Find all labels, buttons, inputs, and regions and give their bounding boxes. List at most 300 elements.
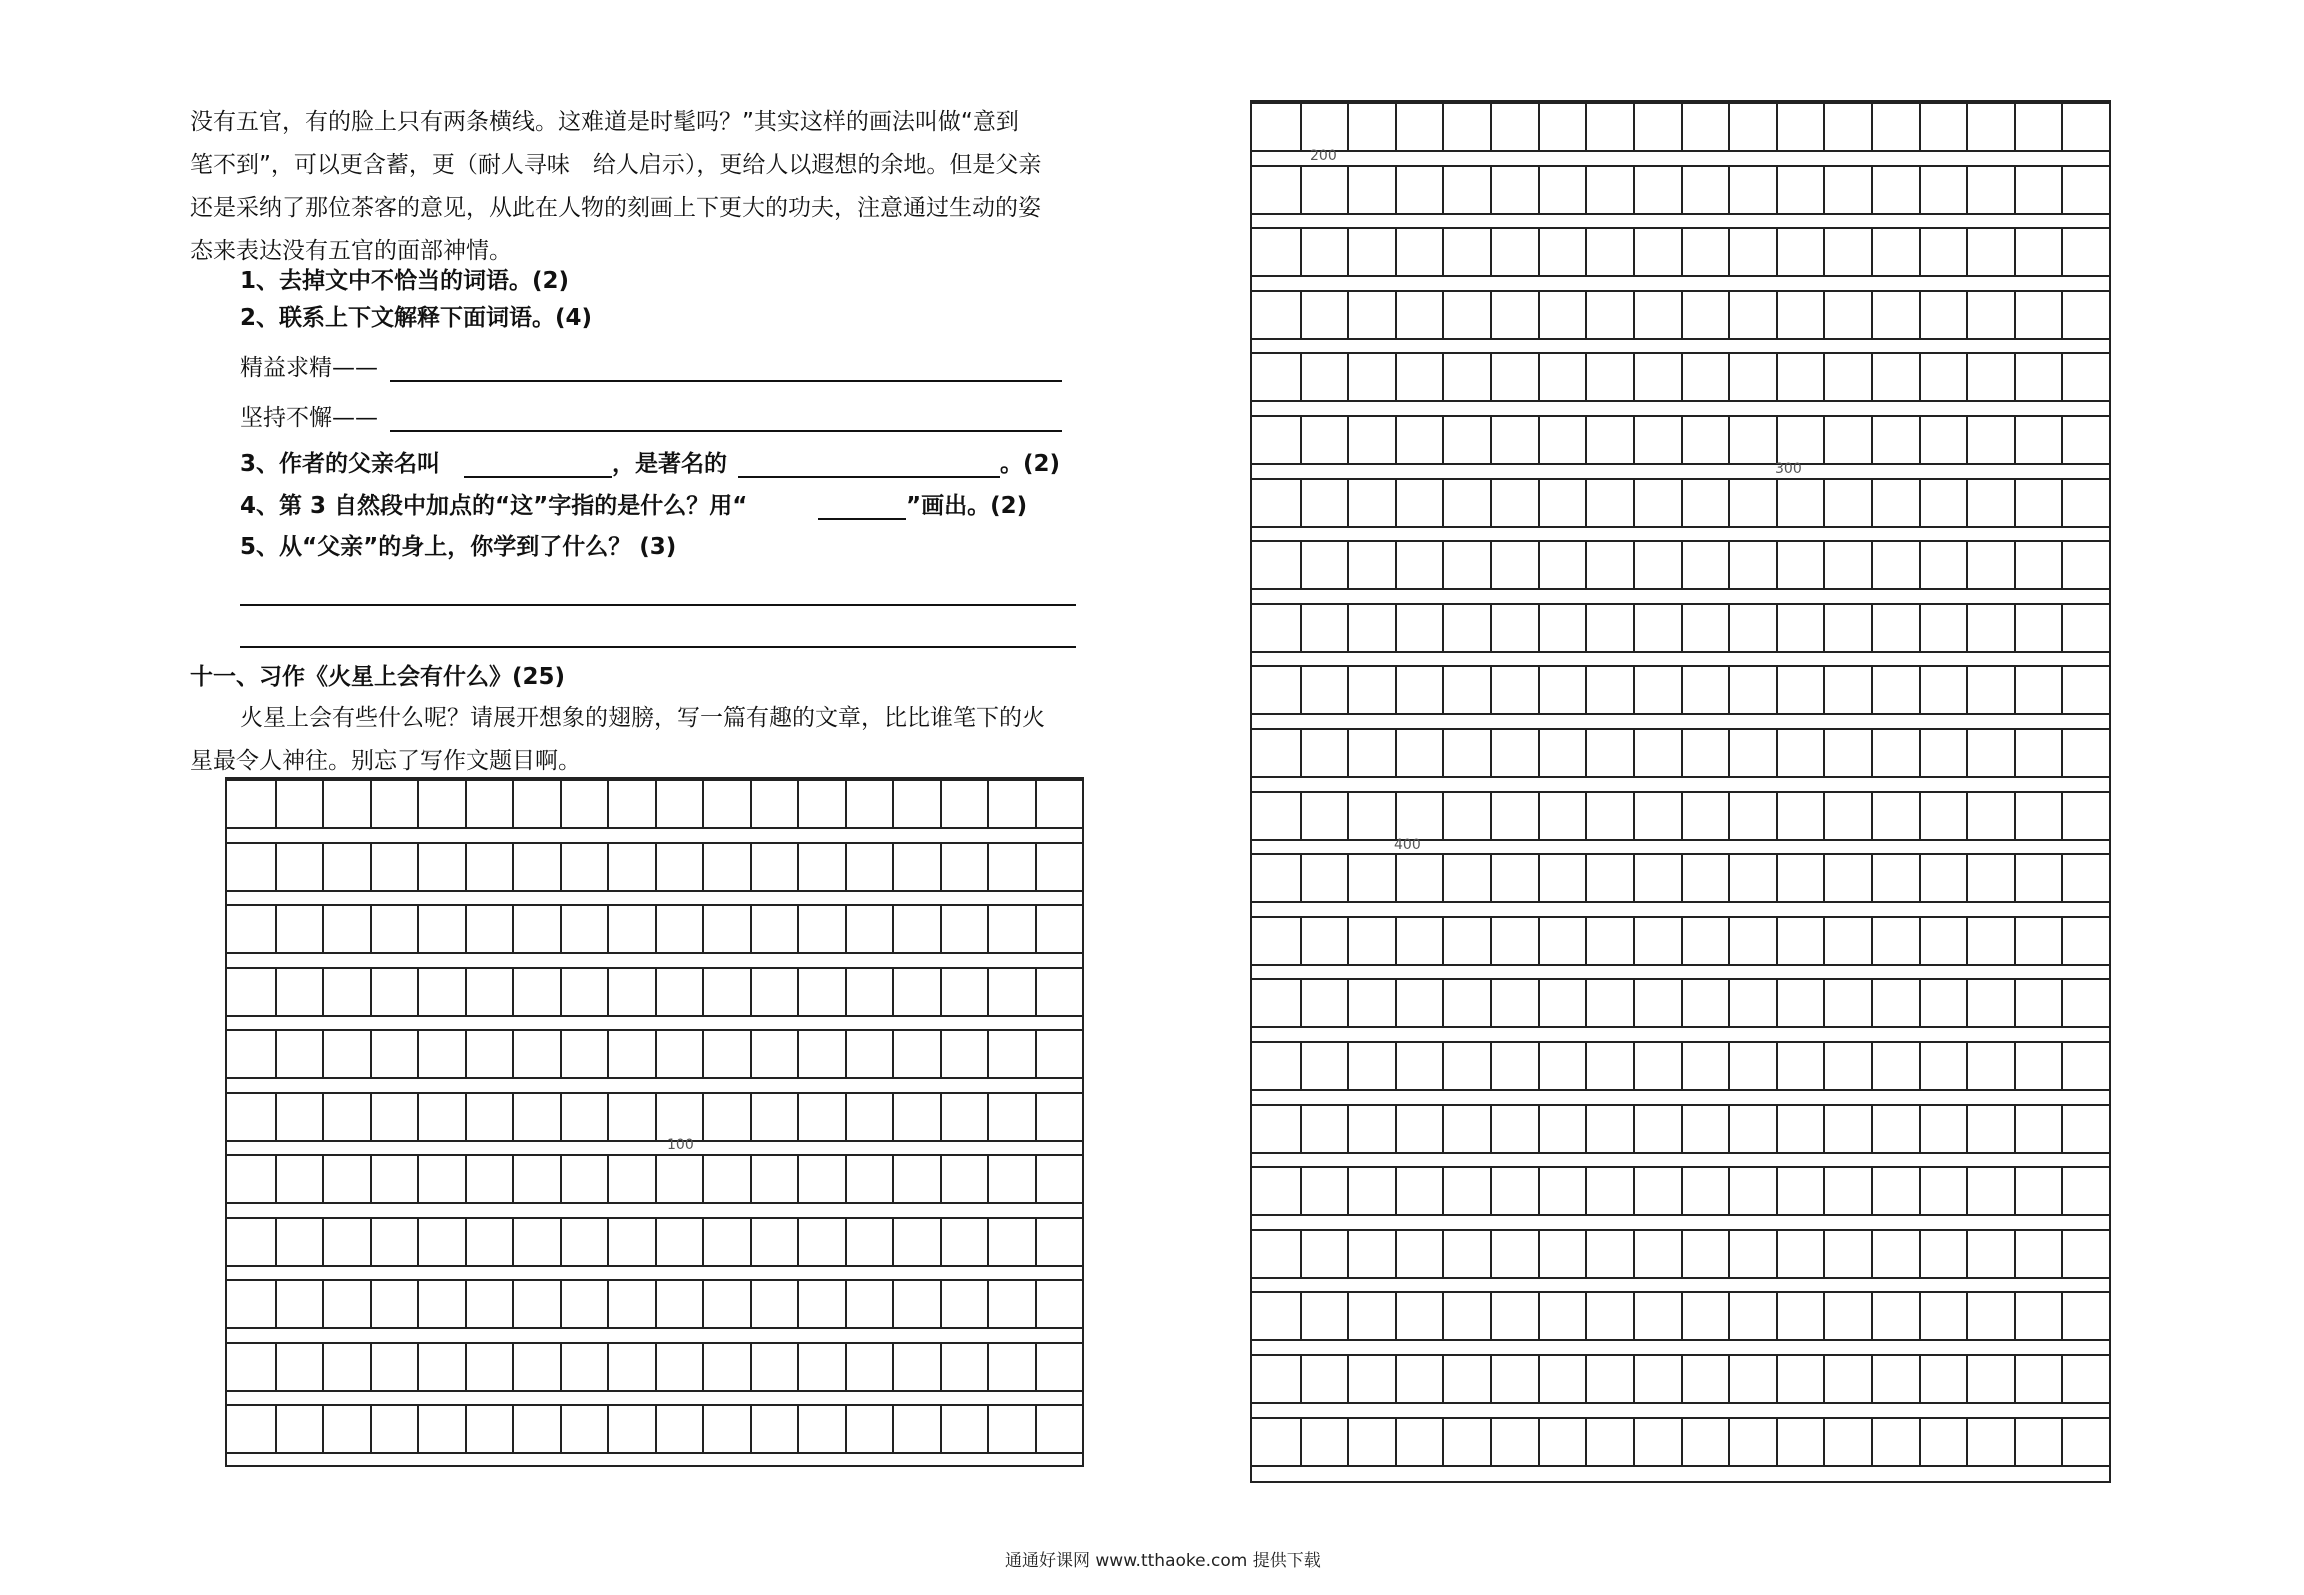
grid-cell[interactable]	[1538, 853, 1540, 903]
grid-cell[interactable]	[1776, 352, 1778, 402]
grid-cell[interactable]	[1633, 1166, 1635, 1216]
grid-cell[interactable]	[1871, 728, 1873, 778]
grid-cell[interactable]	[512, 1404, 514, 1454]
grid-cell[interactable]	[1633, 1229, 1635, 1279]
grid-cell[interactable]	[1681, 415, 1683, 465]
grid-cell[interactable]	[750, 1217, 752, 1267]
grid-cell[interactable]	[2014, 916, 2016, 966]
grid-cell[interactable]	[2014, 1104, 2016, 1154]
grid-cell[interactable]	[797, 842, 799, 892]
grid-cell[interactable]	[1633, 478, 1635, 528]
grid-cell[interactable]	[1300, 1166, 1302, 1216]
grid-cell[interactable]	[1919, 478, 1921, 528]
grid-cell[interactable]	[560, 1404, 562, 1454]
grid-cell[interactable]	[275, 904, 277, 954]
grid-cell[interactable]	[275, 1404, 277, 1454]
grid-cell[interactable]	[845, 779, 847, 829]
grid-cell[interactable]	[1395, 540, 1397, 590]
grid-cell[interactable]	[1823, 1104, 1825, 1154]
grid-cell[interactable]	[322, 1029, 324, 1079]
grid-cell[interactable]	[1490, 665, 1492, 715]
grid-cell[interactable]	[417, 1342, 419, 1392]
grid-cell[interactable]	[1728, 165, 1730, 215]
grid-cell[interactable]	[1633, 290, 1635, 340]
grid-cell[interactable]	[417, 1279, 419, 1329]
grid-cell[interactable]	[1395, 415, 1397, 465]
grid-cell[interactable]	[322, 1342, 324, 1392]
grid-cell[interactable]	[1823, 415, 1825, 465]
grid-cell[interactable]	[1538, 728, 1540, 778]
grid-cell[interactable]	[1347, 540, 1349, 590]
grid-cell[interactable]	[1538, 352, 1540, 402]
grid-cell[interactable]	[1585, 916, 1587, 966]
grid-cell[interactable]	[1538, 478, 1540, 528]
grid-cell[interactable]	[1442, 1291, 1444, 1341]
grid-cell[interactable]	[1823, 1229, 1825, 1279]
grid-cell[interactable]	[987, 1092, 989, 1142]
grid-cell[interactable]	[1728, 603, 1730, 653]
grid-cell[interactable]	[702, 1029, 704, 1079]
grid-cell[interactable]	[1871, 916, 1873, 966]
grid-cell[interactable]	[750, 1404, 752, 1454]
grid-cell[interactable]	[1347, 1104, 1349, 1154]
grid-cell[interactable]	[1300, 540, 1302, 590]
grid-cell[interactable]	[1395, 102, 1397, 152]
grid-cell[interactable]	[1035, 1279, 1037, 1329]
grid-cell[interactable]	[655, 1092, 657, 1142]
grid-cell[interactable]	[1300, 1041, 1302, 1091]
grid-cell[interactable]	[1035, 779, 1037, 829]
grid-cell[interactable]	[940, 779, 942, 829]
grid-cell[interactable]	[1681, 1104, 1683, 1154]
grid-cell[interactable]	[607, 1342, 609, 1392]
grid-cell[interactable]	[1681, 1041, 1683, 1091]
grid-cell[interactable]	[1966, 978, 1968, 1028]
grid-cell[interactable]	[1300, 290, 1302, 340]
grid-cell[interactable]	[1681, 853, 1683, 903]
grid-cell[interactable]	[2061, 478, 2063, 528]
grid-cell[interactable]	[1966, 791, 1968, 841]
grid-cell[interactable]	[1442, 478, 1444, 528]
grid-cell[interactable]	[1966, 1354, 1968, 1404]
grid-cell[interactable]	[1395, 916, 1397, 966]
grid-cell[interactable]	[1035, 904, 1037, 954]
grid-cell[interactable]	[1585, 791, 1587, 841]
grid-cell[interactable]	[607, 779, 609, 829]
grid-cell[interactable]	[892, 1279, 894, 1329]
grid-cell[interactable]	[1823, 1354, 1825, 1404]
grid-cell[interactable]	[1538, 665, 1540, 715]
grid-cell[interactable]	[1823, 1041, 1825, 1091]
grid-cell[interactable]	[1442, 227, 1444, 277]
grid-cell[interactable]	[845, 1404, 847, 1454]
grid-cell[interactable]	[1776, 227, 1778, 277]
grid-cell[interactable]	[1871, 227, 1873, 277]
grid-cell[interactable]	[750, 1154, 752, 1204]
grid-cell[interactable]	[1633, 227, 1635, 277]
grid-cell[interactable]	[1633, 165, 1635, 215]
grid-cell[interactable]	[2061, 978, 2063, 1028]
grid-cell[interactable]	[1919, 540, 1921, 590]
grid-cell[interactable]	[1585, 1417, 1587, 1467]
grid-cell[interactable]	[1442, 1104, 1444, 1154]
grid-cell[interactable]	[1633, 978, 1635, 1028]
grid-cell[interactable]	[750, 1092, 752, 1142]
grid-cell[interactable]	[1490, 728, 1492, 778]
grid-cell[interactable]	[1300, 853, 1302, 903]
grid-cell[interactable]	[1442, 1041, 1444, 1091]
grid-cell[interactable]	[750, 1342, 752, 1392]
grid-cell[interactable]	[1681, 102, 1683, 152]
grid-cell[interactable]	[322, 1092, 324, 1142]
grid-cell[interactable]	[1442, 102, 1444, 152]
grid-cell[interactable]	[655, 967, 657, 1017]
grid-cell[interactable]	[417, 779, 419, 829]
grid-cell[interactable]	[1919, 1104, 1921, 1154]
grid-cell[interactable]	[1395, 227, 1397, 277]
grid-cell[interactable]	[1347, 227, 1349, 277]
grid-cell[interactable]	[1919, 1229, 1921, 1279]
grid-cell[interactable]	[1490, 102, 1492, 152]
grid-cell[interactable]	[465, 967, 467, 1017]
grid-cell[interactable]	[940, 1217, 942, 1267]
grid-cell[interactable]	[1871, 1041, 1873, 1091]
grid-cell[interactable]	[1681, 540, 1683, 590]
grid-cell[interactable]	[1395, 728, 1397, 778]
grid-cell[interactable]	[2061, 853, 2063, 903]
grid-cell[interactable]	[1538, 290, 1540, 340]
grid-cell[interactable]	[1919, 1166, 1921, 1216]
grid-cell[interactable]	[1395, 165, 1397, 215]
grid-cell[interactable]	[1919, 916, 1921, 966]
grid-cell[interactable]	[322, 967, 324, 1017]
grid-cell[interactable]	[465, 904, 467, 954]
grid-cell[interactable]	[1395, 603, 1397, 653]
answer-line-famous-as[interactable]	[738, 476, 1000, 478]
grid-cell[interactable]	[845, 967, 847, 1017]
grid-cell[interactable]	[1490, 853, 1492, 903]
grid-cell[interactable]	[370, 1217, 372, 1267]
grid-cell[interactable]	[845, 1092, 847, 1142]
grid-cell[interactable]	[1776, 478, 1778, 528]
grid-cell[interactable]	[940, 1154, 942, 1204]
grid-cell[interactable]	[1681, 478, 1683, 528]
grid-cell[interactable]	[1035, 1092, 1037, 1142]
grid-cell[interactable]	[702, 842, 704, 892]
grid-cell[interactable]	[1966, 102, 1968, 152]
grid-cell[interactable]	[892, 1154, 894, 1204]
grid-cell[interactable]	[607, 1279, 609, 1329]
grid-cell[interactable]	[2014, 290, 2016, 340]
grid-cell[interactable]	[1347, 352, 1349, 402]
grid-cell[interactable]	[2014, 1229, 2016, 1279]
grid-cell[interactable]	[892, 1217, 894, 1267]
grid-cell[interactable]	[987, 1404, 989, 1454]
grid-cell[interactable]	[1919, 102, 1921, 152]
grid-cell[interactable]	[560, 1092, 562, 1142]
grid-cell[interactable]	[1966, 665, 1968, 715]
grid-cell[interactable]	[1728, 916, 1730, 966]
grid-cell[interactable]	[1681, 791, 1683, 841]
grid-cell[interactable]	[940, 1279, 942, 1329]
grid-cell[interactable]	[1538, 1417, 1540, 1467]
grid-cell[interactable]	[417, 1154, 419, 1204]
grid-cell[interactable]	[1395, 978, 1397, 1028]
grid-cell[interactable]	[987, 967, 989, 1017]
grid-cell[interactable]	[1966, 290, 1968, 340]
grid-cell[interactable]	[275, 842, 277, 892]
grid-cell[interactable]	[1823, 102, 1825, 152]
grid-cell[interactable]	[1490, 978, 1492, 1028]
grid-cell[interactable]	[750, 842, 752, 892]
grid-cell[interactable]	[2061, 415, 2063, 465]
grid-cell[interactable]	[2061, 791, 2063, 841]
grid-cell[interactable]	[1728, 1354, 1730, 1404]
grid-cell[interactable]	[322, 1154, 324, 1204]
grid-cell[interactable]	[1823, 540, 1825, 590]
grid-cell[interactable]	[1919, 1417, 1921, 1467]
grid-cell[interactable]	[987, 842, 989, 892]
grid-cell[interactable]	[1633, 916, 1635, 966]
grid-cell[interactable]	[1347, 1291, 1349, 1341]
answer-line-father-name[interactable]	[464, 476, 612, 478]
grid-cell[interactable]	[1300, 1354, 1302, 1404]
grid-cell[interactable]	[1585, 540, 1587, 590]
grid-cell[interactable]	[1966, 165, 1968, 215]
grid-cell[interactable]	[1919, 165, 1921, 215]
grid-cell[interactable]	[892, 1092, 894, 1142]
grid-cell[interactable]	[1347, 102, 1349, 152]
grid-cell[interactable]	[465, 1404, 467, 1454]
grid-cell[interactable]	[1585, 665, 1587, 715]
grid-cell[interactable]	[1871, 1417, 1873, 1467]
grid-cell[interactable]	[1919, 1041, 1921, 1091]
grid-cell[interactable]	[1395, 665, 1397, 715]
grid-cell[interactable]	[1347, 1354, 1349, 1404]
grid-cell[interactable]	[1966, 352, 1968, 402]
grid-cell[interactable]	[1681, 1354, 1683, 1404]
grid-cell[interactable]	[702, 904, 704, 954]
grid-cell[interactable]	[1728, 791, 1730, 841]
grid-cell[interactable]	[1728, 1291, 1730, 1341]
grid-cell[interactable]	[1871, 1104, 1873, 1154]
grid-cell[interactable]	[1490, 1291, 1492, 1341]
grid-cell[interactable]	[1823, 1417, 1825, 1467]
grid-cell[interactable]	[1538, 1291, 1540, 1341]
grid-cell[interactable]	[845, 1279, 847, 1329]
grid-cell[interactable]	[512, 1092, 514, 1142]
grid-cell[interactable]	[1300, 1417, 1302, 1467]
grid-cell[interactable]	[1538, 978, 1540, 1028]
grid-cell[interactable]	[1633, 540, 1635, 590]
grid-cell[interactable]	[1776, 415, 1778, 465]
grid-cell[interactable]	[1585, 227, 1587, 277]
composition-grid-left[interactable]	[225, 777, 1084, 1467]
grid-cell[interactable]	[1776, 791, 1778, 841]
grid-cell[interactable]	[940, 904, 942, 954]
grid-cell[interactable]	[275, 967, 277, 1017]
grid-cell[interactable]	[845, 1342, 847, 1392]
grid-cell[interactable]	[1300, 165, 1302, 215]
grid-cell[interactable]	[1728, 665, 1730, 715]
grid-cell[interactable]	[1823, 603, 1825, 653]
grid-cell[interactable]	[1347, 1229, 1349, 1279]
grid-cell[interactable]	[2061, 540, 2063, 590]
grid-cell[interactable]	[2014, 978, 2016, 1028]
grid-cell[interactable]	[370, 842, 372, 892]
grid-cell[interactable]	[987, 1154, 989, 1204]
grid-cell[interactable]	[1633, 853, 1635, 903]
grid-cell[interactable]	[1442, 165, 1444, 215]
grid-cell[interactable]	[797, 1404, 799, 1454]
grid-cell[interactable]	[1823, 853, 1825, 903]
grid-cell[interactable]	[417, 1217, 419, 1267]
grid-cell[interactable]	[1776, 728, 1778, 778]
grid-cell[interactable]	[1300, 227, 1302, 277]
grid-cell[interactable]	[1300, 415, 1302, 465]
grid-cell[interactable]	[1823, 1166, 1825, 1216]
grid-cell[interactable]	[512, 1279, 514, 1329]
grid-cell[interactable]	[940, 967, 942, 1017]
grid-cell[interactable]	[1823, 352, 1825, 402]
grid-cell[interactable]	[1490, 1417, 1492, 1467]
grid-cell[interactable]	[1728, 415, 1730, 465]
grid-cell[interactable]	[607, 1092, 609, 1142]
grid-cell[interactable]	[1823, 728, 1825, 778]
grid-cell[interactable]	[1633, 1041, 1635, 1091]
grid-cell[interactable]	[987, 1029, 989, 1079]
grid-cell[interactable]	[512, 1154, 514, 1204]
grid-cell[interactable]	[370, 1404, 372, 1454]
grid-cell[interactable]	[1871, 290, 1873, 340]
grid-cell[interactable]	[2014, 728, 2016, 778]
grid-cell[interactable]	[655, 842, 657, 892]
grid-cell[interactable]	[370, 1029, 372, 1079]
grid-cell[interactable]	[1919, 352, 1921, 402]
grid-cell[interactable]	[2061, 1104, 2063, 1154]
grid-cell[interactable]	[1442, 1417, 1444, 1467]
grid-cell[interactable]	[1681, 1417, 1683, 1467]
grid-cell[interactable]	[2061, 1417, 2063, 1467]
grid-cell[interactable]	[1538, 1229, 1540, 1279]
grid-cell[interactable]	[1919, 665, 1921, 715]
grid-cell[interactable]	[1585, 728, 1587, 778]
grid-cell[interactable]	[1966, 916, 1968, 966]
grid-cell[interactable]	[2061, 665, 2063, 715]
grid-cell[interactable]	[1538, 540, 1540, 590]
grid-cell[interactable]	[1395, 1354, 1397, 1404]
grid-cell[interactable]	[2014, 1291, 2016, 1341]
grid-cell[interactable]	[1728, 1417, 1730, 1467]
grid-cell[interactable]	[512, 904, 514, 954]
grid-cell[interactable]	[1585, 290, 1587, 340]
grid-cell[interactable]	[1442, 665, 1444, 715]
grid-cell[interactable]	[2014, 478, 2016, 528]
grid-cell[interactable]	[655, 904, 657, 954]
grid-cell[interactable]	[845, 904, 847, 954]
grid-cell[interactable]	[702, 1092, 704, 1142]
grid-cell[interactable]	[370, 1342, 372, 1392]
grid-cell[interactable]	[1966, 540, 1968, 590]
grid-cell[interactable]	[1919, 1291, 1921, 1341]
grid-cell[interactable]	[1823, 1291, 1825, 1341]
grid-cell[interactable]	[1490, 916, 1492, 966]
grid-cell[interactable]	[1823, 478, 1825, 528]
grid-cell[interactable]	[1823, 978, 1825, 1028]
grid-cell[interactable]	[1035, 1342, 1037, 1392]
grid-cell[interactable]	[2061, 603, 2063, 653]
grid-cell[interactable]	[1728, 978, 1730, 1028]
answer-line-q5-2[interactable]	[240, 646, 1076, 648]
grid-cell[interactable]	[370, 967, 372, 1017]
grid-cell[interactable]	[655, 1154, 657, 1204]
grid-cell[interactable]	[797, 1279, 799, 1329]
grid-cell[interactable]	[465, 842, 467, 892]
grid-cell[interactable]	[1633, 1291, 1635, 1341]
grid-cell[interactable]	[1966, 1166, 1968, 1216]
grid-cell[interactable]	[1395, 352, 1397, 402]
grid-cell[interactable]	[1395, 1104, 1397, 1154]
grid-cell[interactable]	[892, 967, 894, 1017]
grid-cell[interactable]	[1966, 853, 1968, 903]
grid-cell[interactable]	[1681, 165, 1683, 215]
grid-cell[interactable]	[1347, 290, 1349, 340]
grid-cell[interactable]	[2061, 290, 2063, 340]
grid-cell[interactable]	[1490, 1229, 1492, 1279]
grid-cell[interactable]	[1966, 227, 1968, 277]
grid-cell[interactable]	[560, 1217, 562, 1267]
grid-cell[interactable]	[465, 1154, 467, 1204]
grid-cell[interactable]	[417, 842, 419, 892]
grid-cell[interactable]	[560, 1154, 562, 1204]
grid-cell[interactable]	[512, 779, 514, 829]
grid-cell[interactable]	[655, 1279, 657, 1329]
grid-cell[interactable]	[1300, 791, 1302, 841]
grid-cell[interactable]	[1395, 853, 1397, 903]
grid-cell[interactable]	[797, 1217, 799, 1267]
grid-cell[interactable]	[1966, 1104, 1968, 1154]
grid-cell[interactable]	[1395, 1291, 1397, 1341]
grid-cell[interactable]	[275, 1217, 277, 1267]
grid-cell[interactable]	[322, 1279, 324, 1329]
grid-cell[interactable]	[1442, 603, 1444, 653]
grid-cell[interactable]	[1919, 728, 1921, 778]
grid-cell[interactable]	[1300, 1104, 1302, 1154]
grid-cell[interactable]	[1585, 603, 1587, 653]
grid-cell[interactable]	[1490, 791, 1492, 841]
grid-cell[interactable]	[1490, 1104, 1492, 1154]
grid-cell[interactable]	[702, 1404, 704, 1454]
grid-cell[interactable]	[465, 779, 467, 829]
grid-cell[interactable]	[1823, 665, 1825, 715]
grid-cell[interactable]	[275, 1342, 277, 1392]
grid-cell[interactable]	[512, 1217, 514, 1267]
grid-cell[interactable]	[322, 779, 324, 829]
grid-cell[interactable]	[417, 1092, 419, 1142]
grid-cell[interactable]	[1681, 1229, 1683, 1279]
grid-cell[interactable]	[1823, 227, 1825, 277]
grid-cell[interactable]	[1728, 352, 1730, 402]
grid-cell[interactable]	[1728, 227, 1730, 277]
grid-cell[interactable]	[845, 1154, 847, 1204]
grid-cell[interactable]	[1538, 102, 1540, 152]
grid-cell[interactable]	[1347, 916, 1349, 966]
grid-cell[interactable]	[1538, 227, 1540, 277]
grid-cell[interactable]	[1681, 665, 1683, 715]
grid-cell[interactable]	[655, 1029, 657, 1079]
grid-cell[interactable]	[465, 1279, 467, 1329]
grid-cell[interactable]	[987, 1217, 989, 1267]
